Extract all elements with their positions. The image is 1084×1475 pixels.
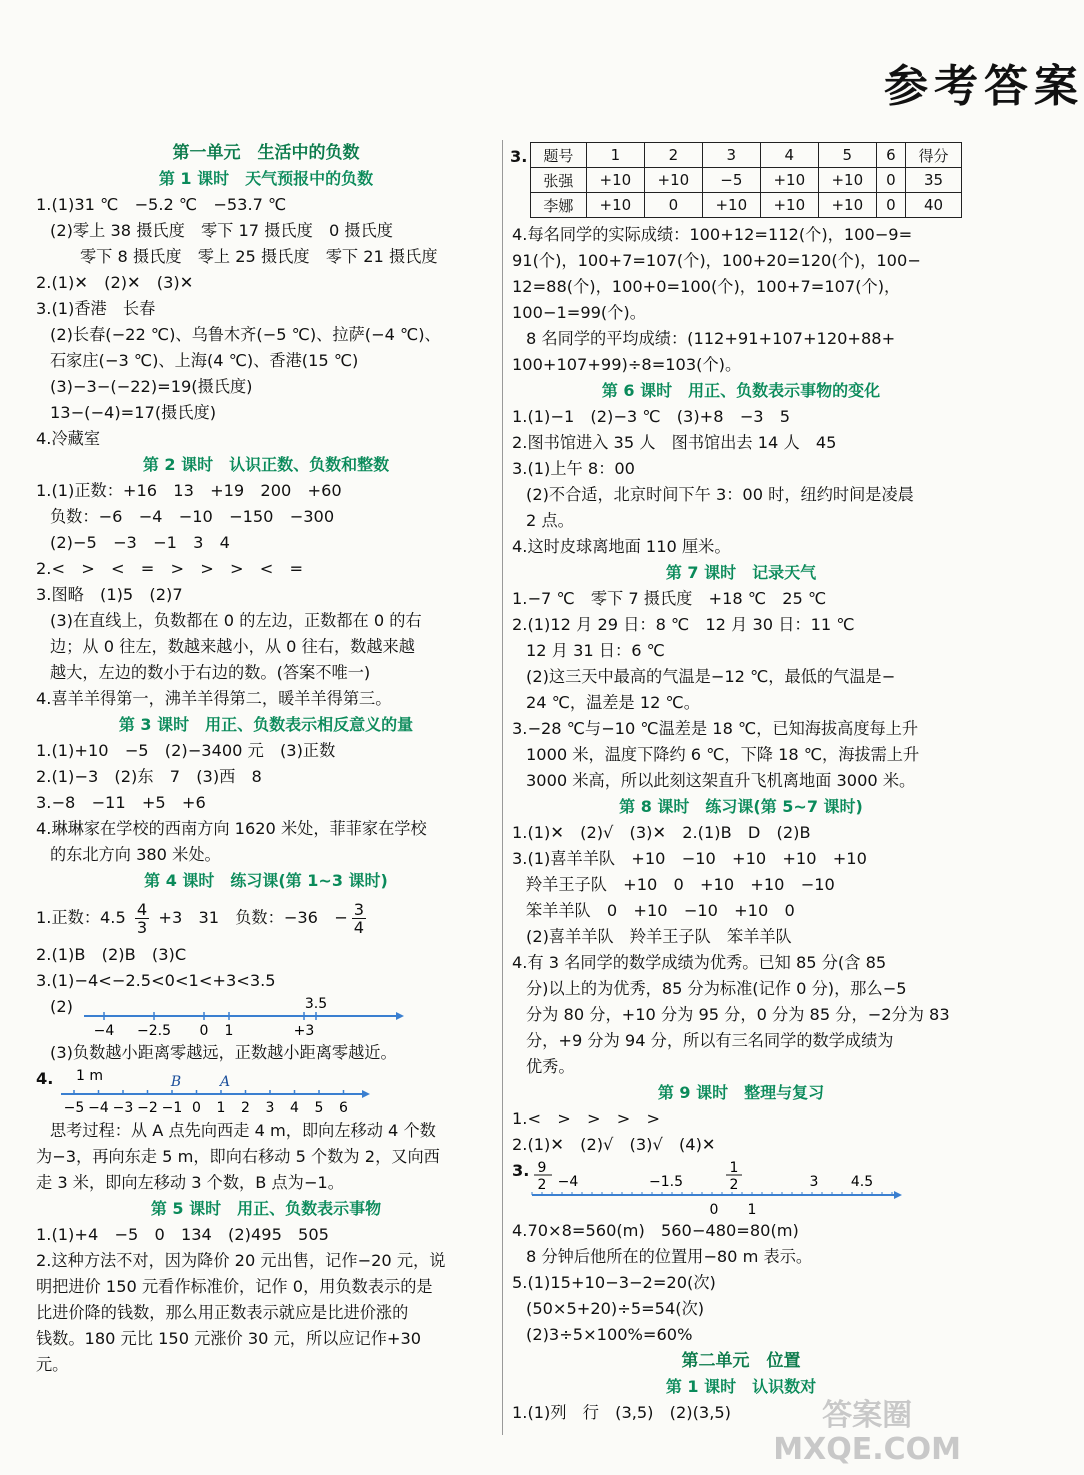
table-cell: 3 <box>702 143 760 168</box>
answer-line: 91(个)，100+7=107(个)，100+20=120(个)，100− <box>512 251 921 270</box>
number-line-label: −5 <box>63 1100 85 1116</box>
lesson-8-answers <box>512 820 970 1080</box>
number-line-top-label: 3.5 <box>304 996 328 1012</box>
table-cell: +10 <box>818 193 876 218</box>
table-cell: 李娜 <box>531 193 587 218</box>
answer-line: 2.(1)✕ (2)✕ (3)✕ <box>36 273 194 292</box>
lesson-3-answers <box>36 738 496 868</box>
table-cell: −5 <box>702 168 760 193</box>
right-column <box>512 140 970 1426</box>
number-line-label: −1 <box>161 1100 183 1116</box>
lesson-5-title: 第 5 课时 用正、负数表示事物 <box>150 1199 382 1218</box>
lesson-4-title: 第 4 课时 练习课(第 1~3 课时) <box>144 871 388 890</box>
answer-line: (50×5+20)÷5=54(次) <box>526 1299 705 1318</box>
fraction <box>135 901 149 936</box>
answer-line: 1.(1)正数：+16 13 +19 200 +60 <box>36 481 342 500</box>
score-table-block <box>512 140 970 222</box>
answer-line: 1.(1)31 ℃ −5.2 ℃ −53.7 ℃ <box>36 195 287 214</box>
lesson-9-answers <box>512 1218 970 1348</box>
table-cell: 0 <box>876 168 905 193</box>
fraction-denominator: 4 <box>353 918 365 937</box>
answer-line: 羚羊王子队 +10 0 +10 +10 −10 <box>526 875 835 894</box>
answer-line: 元。 <box>36 1355 69 1374</box>
answer-line: 3.−8 −11 +5 +6 <box>36 793 206 812</box>
answer-line: (3)在直线上，负数都在 0 的左边，正数都在 0 的右 <box>50 611 422 630</box>
lesson-1-answers <box>36 192 496 452</box>
answer-line: 2.这种方法不对，因为降价 20 元出售，记作−20 元，说 <box>36 1251 446 1270</box>
answer-line: 明把进价 150 元看作标准价，记作 0，用负数表示的是 <box>36 1277 433 1296</box>
lesson-2-title: 第 2 课时 认识正数、负数和整数 <box>142 455 390 474</box>
table-row <box>531 193 962 218</box>
answer-line: 比进价降的钱数，那么用正数表示就应是比进价涨的 <box>36 1303 409 1322</box>
lesson-6-title: 第 6 课时 用正、负数表示事物的变化 <box>601 381 881 400</box>
table-cell: +10 <box>644 168 702 193</box>
point-a-label: A <box>219 1074 231 1090</box>
answer-line: 为−3，再向东走 5 m，即向右移动 5 个数为 2，又向西 <box>36 1147 440 1166</box>
answer-line: 零下 8 摄氏度 零上 25 摄氏度 零下 21 摄氏度 <box>80 247 438 266</box>
answer-line: 3.−28 ℃与−10 ℃温差是 18 ℃，已知海拔高度每上升 <box>512 719 919 738</box>
fraction-denominator: 2 <box>537 1177 547 1193</box>
table-cell: +10 <box>586 168 644 193</box>
number-line-label: 4 <box>290 1100 299 1116</box>
answer-label: 3. <box>510 147 528 166</box>
fraction-numerator: 4 <box>136 900 148 919</box>
answer-line: 石家庄(−3 ℃)、上海(4 ℃)、香港(15 ℃) <box>50 351 359 370</box>
answer-line: 24 ℃，温差是 12 ℃。 <box>526 693 700 712</box>
score-table <box>530 142 962 218</box>
table-cell: 张强 <box>531 168 587 193</box>
answer-line <box>36 894 496 942</box>
answer-line: 100−1=99(个)。 <box>512 303 646 322</box>
number-line-2-block <box>36 1066 496 1118</box>
number-line-label: 3 <box>265 1100 275 1116</box>
lesson-7-title: 第 7 课时 记录天气 <box>665 563 817 582</box>
number-line-3 <box>532 1158 922 1218</box>
answer-line: 1.−7 ℃ 零下 7 摄氏度 +18 ℃ 25 ℃ <box>512 589 827 608</box>
unit-2-lesson-1-title: 第 1 课时 认识数对 <box>665 1377 817 1396</box>
answer-line: (2)−5 −3 −1 3 4 <box>50 533 230 552</box>
answer-line: (2)不合适，北京时间下午 3：00 时，纽约时间是凌晨 <box>526 485 914 504</box>
answer-line: 走 3 米，即向左移动 3 个数，B 点为−1。 <box>36 1173 344 1192</box>
lesson-8-title: 第 8 课时 练习课(第 5~7 课时) <box>619 797 863 816</box>
answer-line: 8 名同学的平均成绩：(112+91+107+120+88+ <box>526 329 896 348</box>
answer-line: 3.(1)−4<−2.5<0<1<+3<3.5 <box>36 971 276 990</box>
lesson-1-title: 第 1 课时 天气预报中的负数 <box>158 169 374 188</box>
answer-line: 1.(1)+10 −5 (2)−3400 元 (3)正数 <box>36 741 336 760</box>
point-b-label: B <box>170 1074 182 1090</box>
answer-line: 3000 米高，所以此刻这架直升飞机离地面 3000 米。 <box>526 771 916 790</box>
answer-line: 2.(1)−3 (2)东 7 (3)西 8 <box>36 767 262 786</box>
answer-line: 12 月 31 日：6 ℃ <box>526 641 665 660</box>
number-line-label: +3 <box>293 1023 315 1039</box>
table-cell: +10 <box>586 193 644 218</box>
answer-line: 4.冷藏室 <box>36 429 101 448</box>
table-cell: 40 <box>906 193 962 218</box>
fraction <box>352 901 366 936</box>
number-line-label: 2 <box>241 1100 250 1116</box>
number-line-1-block <box>36 994 496 1040</box>
answer-line: 2 点。 <box>526 511 574 530</box>
answer-text: +3 31 负数：−36 − <box>158 908 348 927</box>
answer-line: 3.(1)上午 8：00 <box>512 459 635 478</box>
answer-line: 2.(1)✕ (2)√ (3)√ (4)✕ <box>512 1135 716 1154</box>
answer-line: 2.图书馆进入 35 人 图书馆出去 14 人 45 <box>512 433 837 452</box>
lesson-6-answers <box>512 404 970 560</box>
table-cell: 6 <box>876 143 905 168</box>
answer-line: 3.(1)喜羊羊队 +10 −10 +10 +10 +10 <box>512 849 867 868</box>
answer-line: 100+107+99)÷8=103(个)。 <box>512 355 742 374</box>
unit-2-title: 第二单元 位置 <box>681 1351 801 1371</box>
watermark-line: MXQE.COM <box>773 1432 961 1467</box>
answer-line: 笨羊羊队 0 +10 −10 +10 0 <box>526 901 795 920</box>
answer-line: 5.(1)15+10−3−2=20(次) <box>512 1273 716 1292</box>
table-cell: 1 <box>586 143 644 168</box>
answer-line: 8 分钟后他所在的位置用−80 m 表示。 <box>526 1247 813 1266</box>
answer-line: 1000 米，温度下降约 6 ℃，下降 18 ℃，海拔需上升 <box>526 745 920 764</box>
number-line-label: 6 <box>339 1100 348 1116</box>
left-column <box>36 140 496 1378</box>
answer-line: 分)以上的为优秀，85 分为标准(记作 0 分)，那么−5 <box>526 979 907 998</box>
answer-line: 边；从 0 往左，数越来越小，从 0 往右，数越来越 <box>50 637 415 656</box>
number-line-label: −1.5 <box>649 1174 683 1190</box>
answer-line: 钱数。180 元比 150 元涨价 30 元，所以应记作+30 <box>36 1329 422 1348</box>
watermark <box>773 1399 961 1467</box>
number-line-label: −4 <box>557 1174 579 1190</box>
table-cell: +10 <box>702 193 760 218</box>
number-line-label: 1 <box>747 1202 757 1218</box>
watermark-line: 答案圈 <box>822 1398 913 1433</box>
number-line-label: −4 <box>88 1100 109 1116</box>
number-line-label: −2 <box>137 1100 158 1116</box>
answer-line: 思考过程：从 A 点先向西走 4 m，即向左移动 4 个数 <box>50 1121 436 1140</box>
table-cell: 0 <box>644 193 702 218</box>
number-line-label: −2.5 <box>137 1023 171 1039</box>
answer-line: 4.喜羊羊得第一，沸羊羊得第二，暖羊羊得第三。 <box>36 689 392 708</box>
column-divider <box>502 140 503 1435</box>
table-row <box>531 168 962 193</box>
answer-line: (2)零上 38 摄氏度 零下 17 摄氏度 0 摄氏度 <box>50 221 393 240</box>
answer-line: 的东北方向 380 米处。 <box>50 845 221 864</box>
answer-label: 3. <box>512 1161 530 1180</box>
answer-line: 2.< > < = > > > < = <box>36 559 304 578</box>
lesson-7-answers <box>512 586 970 794</box>
answer-line: 优秀。 <box>526 1057 575 1076</box>
answer-line: 1.(1)−1 (2)−3 ℃ (3)+8 −3 5 <box>512 407 791 426</box>
answer-text: 1.正数：4.5 <box>36 908 126 927</box>
question-4-answers <box>512 222 970 378</box>
number-line-label: −3 <box>112 1100 134 1116</box>
number-line-label: 4.5 <box>850 1174 874 1190</box>
answer-line: 2.(1)B (2)B (3)C <box>36 945 187 964</box>
answer-line: 分为 80 分，+10 分为 95 分，0 分为 85 分，−2分为 83 <box>526 1005 950 1024</box>
answer-line: (2)这三天中最高的气温是−12 ℃，最低的气温是− <box>526 667 896 686</box>
fraction-denominator: 3 <box>136 918 148 937</box>
answer-line: 2.(1)12 月 29 日：8 ℃ 12 月 30 日：11 ℃ <box>512 615 855 634</box>
answer-line: 4.70×8=560(m) 560−480=80(m) <box>512 1221 799 1240</box>
table-cell: 5 <box>818 143 876 168</box>
answer-line: 3.图略 (1)5 (2)7 <box>36 585 183 604</box>
answer-line: 13−(−4)=17(摄氏度) <box>50 403 217 422</box>
table-cell: 35 <box>906 168 962 193</box>
answer-line: 1.(1)+4 −5 0 134 (2)495 505 <box>36 1225 329 1244</box>
table-header-row <box>531 143 962 168</box>
answer-line: 1.(1)✕ (2)√ (3)✕ 2.(1)B D (2)B <box>512 823 811 842</box>
answer-line: 12=88(个)，100+0=100(个)，100+7=107(个)， <box>512 277 901 296</box>
number-line-1 <box>84 994 424 1040</box>
answer-line: 4.这时皮球离地面 110 厘米。 <box>512 537 731 556</box>
answer-label: 4. <box>36 1069 54 1088</box>
table-cell: 题号 <box>531 143 587 168</box>
fraction-denominator: 2 <box>729 1177 739 1193</box>
answer-label: (2) <box>50 997 73 1016</box>
number-line-label: 0 <box>199 1023 209 1039</box>
table-cell: +10 <box>760 168 818 193</box>
answer-line: (3)负数越小距离零越远，正数越小距离零越近。 <box>50 1043 397 1062</box>
answer-line: 1.< > > > > <box>512 1109 661 1128</box>
number-line-label: 1 <box>216 1100 226 1116</box>
answer-line: 4.琳琳家在学校的西南方向 1620 米处，菲菲家在学校 <box>36 819 427 838</box>
answer-line: 3.(1)香港 长春 <box>36 299 156 318</box>
table-cell: 2 <box>644 143 702 168</box>
lesson-3-title: 第 3 课时 用正、负数表示相反意义的量 <box>118 715 414 734</box>
fraction-numerator: 3 <box>353 900 365 919</box>
table-cell: +10 <box>818 168 876 193</box>
number-line-label: 0 <box>709 1202 719 1218</box>
number-line-label: 0 <box>192 1100 201 1116</box>
number-line-label: 3 <box>809 1174 819 1190</box>
answer-line: 4.有 3 名同学的数学成绩为优秀。已知 85 分(含 85 <box>512 953 887 972</box>
number-line-label: −4 <box>93 1023 115 1039</box>
number-line-label: 1 <box>224 1023 234 1039</box>
answer-line: (3)−3−(−22)=19(摄氏度) <box>50 377 253 396</box>
table-cell: 得分 <box>906 143 962 168</box>
answer-line: 4.每名同学的实际成绩：100+12=112(个)，100−9= <box>512 225 913 244</box>
lesson-9-title: 第 9 课时 整理与复习 <box>657 1083 825 1102</box>
table-cell: 4 <box>760 143 818 168</box>
fraction-numerator: 9 <box>537 1160 547 1176</box>
unit-1-title: 第一单元 生活中的负数 <box>172 143 360 163</box>
answer-line: 1.(1)列 行 (3,5) (2)(3,5) <box>512 1403 731 1422</box>
answer-line: 分，+9 分为 94 分，所以有三名同学的数学成绩为 <box>526 1031 894 1050</box>
table-cell: 0 <box>876 193 905 218</box>
answer-line: (2)3÷5×100%=60% <box>526 1325 693 1344</box>
answer-line: (2)喜羊羊队 羚羊王子队 笨羊羊队 <box>526 927 792 946</box>
number-line-label: 5 <box>314 1100 324 1116</box>
number-line-3-block <box>512 1158 970 1218</box>
unit-label: 1 m <box>76 1068 103 1084</box>
number-line-2 <box>56 1066 396 1118</box>
page-title: 参考答案 <box>884 61 1084 112</box>
fraction-numerator: 1 <box>729 1160 739 1176</box>
answer-line: 负数：−6 −4 −10 −150 −300 <box>50 507 335 526</box>
answer-line: 越大，左边的数小于右边的数。(答案不唯一) <box>50 663 371 682</box>
table-cell: +10 <box>760 193 818 218</box>
lesson-5-answers <box>36 1222 496 1378</box>
lesson-2-answers <box>36 478 496 712</box>
answer-line: (2)长春(−22 ℃)、乌鲁木齐(−5 ℃)、拉萨(−4 ℃)、 <box>50 325 441 344</box>
thinking-process <box>36 1118 496 1196</box>
